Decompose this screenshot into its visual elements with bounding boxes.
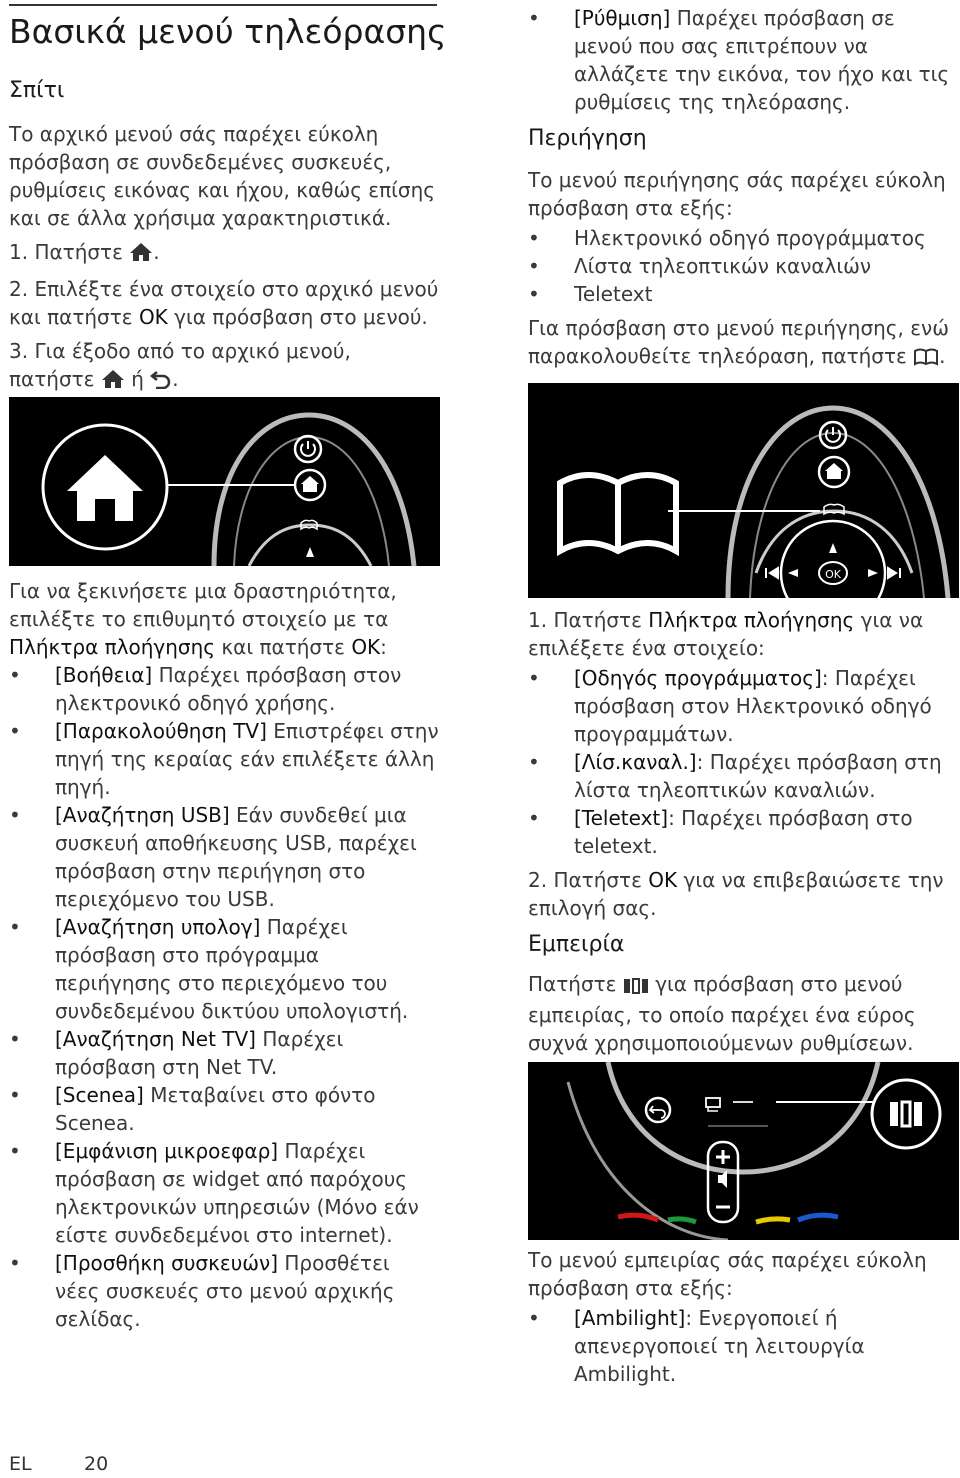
item-text: Προσθέτει νέες συσκευές στο μενού αρχικής σελίδας. xyxy=(55,1251,395,1331)
item-text: Παρέχει πρόσβαση στον ηλεκτρονικό οδηγό χρήσης. xyxy=(55,663,402,715)
item-text: Επιστρέφει στην πηγή της κεραίας εάν επιλέξετε άλλη πηγή. xyxy=(55,719,439,799)
item-label: [Αναζήτηση USB] xyxy=(55,803,230,827)
browse-step2-b: για να επιβεβαιώσετε την επιλογή σας. xyxy=(528,868,944,920)
list-item: • [Βοήθεια] Παρέχει πρόσβαση στον ηλεκτρονικό οδηγό χρήσης. xyxy=(9,663,402,715)
experience-section xyxy=(528,1246,950,1388)
item-text: Teletext xyxy=(574,282,653,306)
page-title: Βασικά μενού τηλεόρασης xyxy=(9,12,447,51)
item-label: [Ρύθμιση] xyxy=(574,6,671,30)
browse-step1-b: για να επιλέξετε ένα στοιχείο: xyxy=(528,608,924,660)
home-step1: 1. Πατήστε . xyxy=(9,238,439,269)
home-section xyxy=(9,76,439,396)
item-text: Παρέχει πρόσβαση σε μενού που σας επιτρέπουν να αλλάζετε την εικόνα, τον ήχο και τις ρυθμίσεις της τηλεόρασης. xyxy=(574,6,950,114)
item-label: [Teletext] xyxy=(574,806,669,830)
home-step2-text-b: για πρόσβαση στο μενού. xyxy=(174,305,428,329)
home-icon xyxy=(129,241,153,269)
experience-intro xyxy=(528,970,950,1057)
browse-intro: Το μενού περιήγησης σάς παρέχει εύκολη πρόσβαση στα εξής: xyxy=(528,168,946,220)
item-text: Λίστα τηλεοπτικών καναλιών xyxy=(574,254,872,278)
page-number: 20 xyxy=(84,1453,109,1475)
footer-lang: EL xyxy=(9,1453,32,1475)
item-text: Εάν συνδεθεί μια συσκευή αποθήκευσης USB, παρέχει πρόσβαση στην περιήγηση στο περιεχόμενο του USB. xyxy=(55,803,417,911)
home-step3-text: 3. Για έξοδο από το αρχικό μενού, πατήστε xyxy=(9,339,351,391)
activity-ok: OK xyxy=(351,635,381,659)
item-label: [Οδηγός προγράμματος] xyxy=(574,666,822,690)
list-item: • Λίστα τηλεοπτικών καναλιών xyxy=(528,254,872,278)
item-text: Παρέχει πρόσβαση στο teletext. xyxy=(574,806,913,858)
item-text: Ενεργοποιεί ή απενεργοποιεί τη λειτουργία Ambilight. xyxy=(574,1306,865,1386)
activity-intro-a: Για να ξεκινήσετε μια δραστηριότητα, επιλέξτε το επιθυμητό στοιχείο με τα xyxy=(9,579,397,631)
experience-heading: Εμπειρία xyxy=(528,932,625,957)
back-icon xyxy=(150,368,172,396)
item-label: [Εμφάνιση μικροεφαρ] xyxy=(55,1139,279,1163)
list-item: • [Εμφάνιση μικροεφαρ] Παρέχει πρόσβαση σε widget από παρόχους ηλεκτρονικών υπηρεσιών (Μόνο εάν είστε συνδεδεμένοι στο internet). xyxy=(9,1139,419,1247)
home-step2-ok: OK xyxy=(138,305,168,329)
item-text: Μεταβαίνει στο φόντο Scenea. xyxy=(55,1083,376,1135)
activity-nav-keys: Πλήκτρα πλοήγησης xyxy=(9,635,216,659)
browse-step1-nav: Πλήκτρα πλοήγησης xyxy=(648,608,855,632)
item-text: Παρέχει πρόσβαση στη Net TV. xyxy=(55,1027,344,1079)
home-step2 xyxy=(9,275,439,331)
list-item: • [Προσθήκη συσκευών] Προσθέτει νέες συσκευές στο μενού αρχικής σελίδας. xyxy=(9,1251,395,1331)
list-item: • [Αναζήτηση Net TV] Παρέχει πρόσβαση στη Net TV. xyxy=(9,1027,344,1079)
browse-step2-a: 2. Πατήστε xyxy=(528,868,642,892)
browse-access-text: Για πρόσβαση στο μενού περιήγησης, ενώ παρακολουθείτε τηλεόραση, πατήστε xyxy=(528,316,949,368)
browse-step1-a: 1. Πατήστε xyxy=(528,608,642,632)
list-item: • [Ρύθμιση] Παρέχει πρόσβαση σε μενού που σας επιτρέπουν να αλλάζετε την εικόνα, τον ήχο και τις ρυθμίσεις της τηλεόρασης. xyxy=(528,6,950,114)
home-item-list xyxy=(9,661,439,1333)
item-label: [Αναζήτηση Net TV] xyxy=(55,1027,256,1051)
item-text: Παρέχει πρόσβαση στη λίστα τηλεοπτικών καναλιών. xyxy=(574,750,942,802)
browse-step2 xyxy=(528,866,950,922)
activity-intro: Για να ξεκινήσετε μια δραστηριότητα, επιλέξτε το επιθυμητό στοιχείο με τα Πλήκτρα πλοήγησης και πατήστε OK: xyxy=(9,579,397,659)
list-item: • [Παρακολούθηση TV] Επιστρέφει στην πηγή της κεραίας εάν επιλέξετε άλλη πηγή. xyxy=(9,719,439,799)
home-step3: 3. Για έξοδο από το αρχικό μενού, πατήστε ή . xyxy=(9,337,439,396)
home-step2-text-a: 2. Επιλέξτε ένα στοιχείο στο αρχικό μενού και πατήστε xyxy=(9,277,439,329)
item-text: Παρέχει πρόσβαση στο πρόγραμμα περιήγησης στο περιεχόμενο του συνδεδεμένου δικτύου υπολογιστή. xyxy=(55,915,409,1023)
item-label: [Ambilight] xyxy=(574,1306,686,1330)
item-label: [Αναζήτηση υπολογ] xyxy=(55,915,261,939)
home-heading: Σπίτι xyxy=(9,78,65,103)
browse-heading: Περιήγηση xyxy=(528,126,647,151)
item-label: [Scenea] xyxy=(55,1083,144,1107)
list-item: • Teletext xyxy=(528,282,653,306)
browse-step2-ok: OK xyxy=(648,868,678,892)
title-rule xyxy=(9,4,437,6)
home-step1-text: 1. Πατήστε xyxy=(9,240,123,264)
item-label: [Βοήθεια] xyxy=(55,663,153,687)
remote-browse-image xyxy=(528,383,959,598)
list-item: • [Οδηγός προγράμματος]: Παρέχει πρόσβαση στον Ηλεκτρονικό οδηγό προγραμμάτων. xyxy=(528,666,932,746)
list-item: • [Αναζήτηση USB] Εάν συνδεθεί μια συσκευή αποθήκευσης USB, παρέχει πρόσβαση στην περιήγηση στο περιεχόμενο του USB. xyxy=(9,803,417,911)
item-label: [Λίσ.καναλ.] xyxy=(574,750,697,774)
list-item: • [Ambilight]: Ενεργοποιεί ή απενεργοποιεί τη λειτουργία Ambilight. xyxy=(528,1306,865,1386)
experience-desc: Το μενού εμπειρίας σάς παρέχει εύκολη πρόσβαση στα εξής: xyxy=(528,1248,927,1300)
adjust-icon xyxy=(623,973,649,1001)
activity-intro-b: και πατήστε xyxy=(221,635,345,659)
item-label: [Παρακολούθηση TV] xyxy=(55,719,267,743)
remote-home-image xyxy=(9,397,440,566)
browse-steps xyxy=(528,606,950,1057)
browse-step1 xyxy=(528,606,950,662)
home-step3-or: ή xyxy=(131,367,144,391)
experience-intro-b: για πρόσβαση στο μενού εμπειρίας, το οποίο παρέχει ένα εύρος συχνά χρησιμοποιούμενων ρυθμίσεων. xyxy=(528,972,916,1055)
activity-section xyxy=(9,577,439,1333)
item-text: Παρέχει πρόσβαση στον Ηλεκτρονικό οδηγό προγραμμάτων. xyxy=(574,666,932,746)
ok-key-label: OK xyxy=(825,568,841,581)
home-intro: Το αρχικό μενού σάς παρέχει εύκολη πρόσβαση σε συνδεδεμένες συσκευές, ρυθμίσεις εικόνας και ήχου, καθώς επίσης και σε άλλα χρήσιμα χαρακτηριστικά. xyxy=(9,122,436,230)
item-text: Παρέχει πρόσβαση σε widget από παρόχους ηλεκτρονικών υπηρεσιών (Μόνο εάν είστε συνδεδεμένοι στο internet). xyxy=(55,1139,419,1247)
home-icon xyxy=(101,368,125,396)
list-item: • Ηλεκτρονικό οδηγό προγράμματος xyxy=(528,226,926,250)
list-item: • [Λίσ.καναλ.]: Παρέχει πρόσβαση στη λίστα τηλεοπτικών καναλιών. xyxy=(528,750,942,802)
browse-access: Για πρόσβαση στο μενού περιήγησης, ενώ παρακολουθείτε τηλεόραση, πατήστε . xyxy=(528,314,950,373)
book-icon xyxy=(913,345,939,373)
experience-intro-a: Πατήστε xyxy=(528,972,617,996)
item-text: Ηλεκτρονικό οδηγό προγράμματος xyxy=(574,226,926,250)
list-item: • [Teletext]: Παρέχει πρόσβαση στο teletext. xyxy=(528,806,913,858)
item-label: [Προσθήκη συσκευών] xyxy=(55,1251,278,1275)
list-item: • [Αναζήτηση υπολογ] Παρέχει πρόσβαση στο πρόγραμμα περιήγησης στο περιεχόμενο του συνδεδεμένου δικτύου υπολογιστή. xyxy=(9,915,409,1023)
list-item: • [Scenea] Μεταβαίνει στο φόντο Scenea. xyxy=(9,1083,376,1135)
remote-experience-image xyxy=(528,1062,959,1240)
browse-section xyxy=(528,4,950,373)
